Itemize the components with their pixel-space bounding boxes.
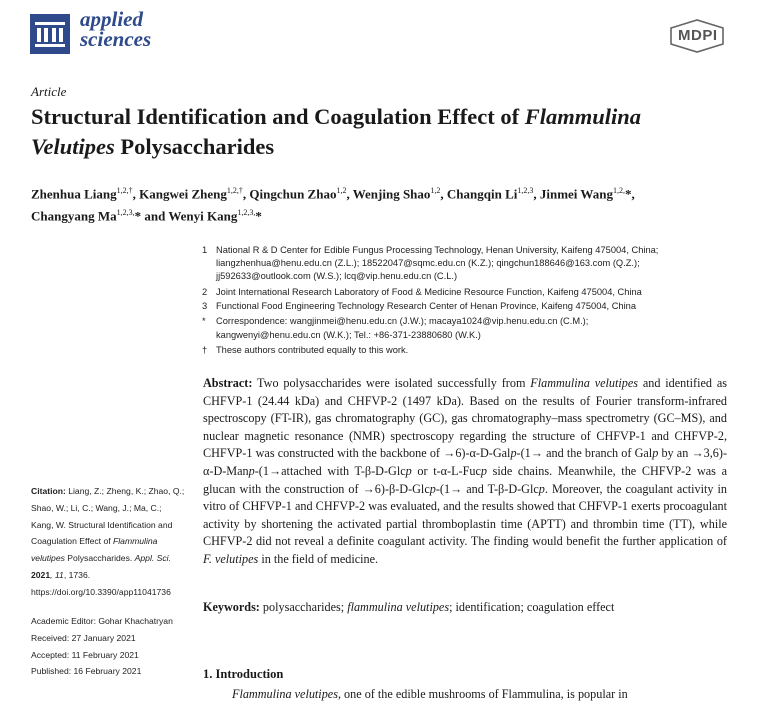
intro-text: , one of the edible mushrooms of Flammulina, is popular in — [337, 687, 628, 701]
journal-name-line1: applied — [80, 7, 143, 31]
author-separator: , — [346, 186, 353, 202]
abstract-label: Abstract: — [203, 376, 253, 390]
author-affiliation-sup: 1,2,3 — [517, 186, 534, 195]
author-affiliation-sup: 1,2,† — [116, 186, 133, 195]
abstract-text: or t-α-L-Fuc — [411, 463, 481, 478]
author-name[interactable]: Qingchun Zhao — [249, 186, 337, 202]
citation-year: 2021 — [31, 569, 51, 580]
received-date: Received: 27 January 2021 — [31, 632, 136, 643]
abstract — [203, 375, 727, 569]
corresponding-mark: * — [255, 208, 262, 224]
journal-name — [80, 9, 151, 49]
section-heading: 1. Introduction — [203, 667, 284, 681]
affiliation-line: Functional Food Engineering Technology Research Center of Henan Province, Kaifeng 475004, China — [216, 301, 637, 311]
abstract-text: in the field of medicine. — [258, 551, 379, 566]
affiliation-marker: † — [202, 345, 208, 355]
abstract-text: side chains. Meanwhile, the CHFVP-2 was a glucan with the construction of →6)-β-D-Glc — [203, 463, 727, 496]
intro-italic: Flammulina velutipes — [232, 687, 338, 701]
title-text: Polysaccharides — [114, 134, 275, 159]
keywords-text: ; identification; coagulation effect — [449, 600, 615, 614]
corresponding-mark: * — [624, 186, 632, 202]
keywords-text: polysaccharides; — [259, 600, 348, 614]
abstract-italic: p — [652, 446, 659, 461]
author-separator: , — [132, 186, 140, 202]
author-name[interactable]: Kangwei Zheng — [139, 186, 227, 202]
citation-box — [31, 483, 186, 601]
abstract-italic: p — [248, 463, 255, 478]
article-title — [31, 102, 741, 162]
author-name[interactable]: Zhenhua Liang — [31, 186, 117, 202]
affiliation-line: Correspondence: wangjinmei@henu.edu.cn (J.W.); macaya1024@vip.henu.edu.cn (C.M.); — [216, 316, 589, 326]
title-text: Structural Identification and Coagulation Effect of — [31, 104, 525, 129]
citation-label: Citation: — [31, 486, 66, 496]
article-dates — [31, 613, 186, 680]
author-separator: , — [631, 186, 635, 202]
affiliation-marker: 2 — [202, 287, 208, 297]
affiliation-line: Joint International Research Laboratory of Food & Medicine Resource Function, Kaifeng 475004, China — [216, 287, 642, 297]
author-name[interactable]: Wenyi Kang — [168, 208, 238, 224]
author-list — [31, 181, 751, 226]
publisher-name: MDPI — [678, 27, 718, 44]
author-name[interactable]: Jinmei Wang — [539, 186, 613, 202]
abstract-text: and identified as CHFVP-1 (24.44 kDa) and CHFVP-2 (1497 kDa). Based on the results of Fourier transform-infrared spectroscopy (FT-IR), gas chromatography (GC), gas chromatography–mass spectrometry (GC–MS), and nuclear magnetic resonance (NMR) spectroscopy regarding the structure of CHFVP-1 and CHFVP-2, CHFVP-1 was constructed with the backbone of →6)-α-D-Gal — [203, 376, 727, 461]
abstract-italic: F. velutipes — [203, 551, 259, 566]
journal-name-line2: sciences — [80, 27, 152, 51]
abstract-text: -(1→attached with T-β-D-Glc — [254, 463, 406, 478]
affiliation-marker: 1 — [202, 245, 208, 255]
affiliation-marker: * — [202, 316, 206, 326]
accepted-date: Accepted: 11 February 2021 — [31, 649, 139, 660]
author-separator: , — [440, 186, 447, 202]
title-italic: Velutipes — [31, 134, 115, 159]
abstract-italic: p — [405, 463, 412, 478]
author-affiliation-sup: 1,2,3, — [237, 208, 256, 218]
abstract-text: . Moreover, the coagulant activity in vitro of CHFVP-1 and CHFVP-2 was evaluated, and the results showed that CHFVP-1 exerts procoagulant activity by shortening the activated partial thromboplastin time (APTT) and thrombin time (TT), while CHFVP-2 did not reveal a definite coagulant activity. The finding would benefit the further application of — [203, 481, 727, 549]
affiliation-line: kangwenyi@henu.edu.cn (W.K.); Tel.: +86-371-23880680 (W.K.) — [216, 330, 481, 340]
keywords-label: Keywords: — [203, 600, 260, 614]
abstract-italic: p — [429, 481, 436, 496]
citation-volume: , 11 — [50, 569, 64, 580]
journal-logo-icon — [30, 14, 70, 54]
keywords — [203, 599, 727, 616]
title-italic: Flammulina — [524, 104, 642, 129]
author-name[interactable]: Changqin Li — [446, 186, 518, 202]
affiliation-line: These authors contributed equally to this work. — [216, 345, 409, 355]
abstract-text: by an →3,6)-α-D-Man — [203, 446, 728, 478]
abstract-text: -(1→ and T-β-D-Glc — [435, 481, 539, 496]
keywords-italic: flammulina velutipes — [347, 600, 450, 614]
journal-logo — [30, 14, 70, 54]
author-affiliation-sup: 1,2 — [336, 186, 347, 195]
abstract-italic: p — [480, 463, 487, 478]
abstract-text: Two polysaccharides were isolated successfully from — [252, 376, 531, 390]
citation-journal: Appl. Sci. — [134, 553, 171, 564]
citation-text: Polysaccharides. — [64, 553, 135, 564]
abstract-italic: p — [538, 481, 545, 496]
author-name[interactable]: Changyang Ma — [31, 208, 117, 224]
corresponding-mark: * — [134, 208, 142, 224]
affiliation-line: jj592633@outlook.com (W.S.); lcq@vip.henu.edu.cn (C.L.) — [216, 271, 458, 281]
abstract-text: -(1→ and the branch of Gal — [516, 446, 653, 461]
affiliation-line: National R & D Center for Edible Fungus Processing Technology, Henan University, Kaifeng 475004, China; — [216, 245, 659, 255]
citation-italic: Flammulina velutipes — [31, 536, 158, 564]
author-separator: and — [141, 208, 169, 224]
author-affiliation-sup: 1,2,3, — [116, 208, 135, 218]
academic-editor: Academic Editor: Gohar Khachatryan — [31, 616, 173, 626]
intro-paragraph — [232, 687, 732, 702]
author-affiliation-sup: 1,2, — [612, 186, 625, 195]
abstract-italic: p — [510, 446, 517, 461]
author-affiliation-sup: 1,2,† — [226, 186, 243, 195]
citation-doi-link[interactable]: , 1736. https://doi.org/10.3390/app11041736 — [31, 569, 171, 597]
published-date: Published: 16 February 2021 — [31, 666, 142, 677]
author-separator: , — [533, 186, 540, 202]
affiliation-marker: 3 — [202, 301, 208, 311]
abstract-italic: Flammulina velutipes — [530, 376, 639, 390]
article-type: Article — [31, 84, 67, 99]
author-name[interactable]: Wenjing Shao — [352, 186, 431, 202]
citation-text: Liang, Z.; Zheng, K.; Zhao, Q.; Shao, W.; Li, C.; Wang, J.; Ma, C.; Kang, W. Structural Identification and Coagulation Effect of — [31, 486, 185, 547]
author-separator: , — [242, 186, 250, 202]
author-affiliation-sup: 1,2 — [430, 186, 441, 195]
affiliation-line: liangzhenhua@henu.edu.cn (Z.L.); 18522047@sqmc.edu.cn (K.Z.); qingchun188646@163.com (Q.Z.); — [216, 258, 640, 268]
